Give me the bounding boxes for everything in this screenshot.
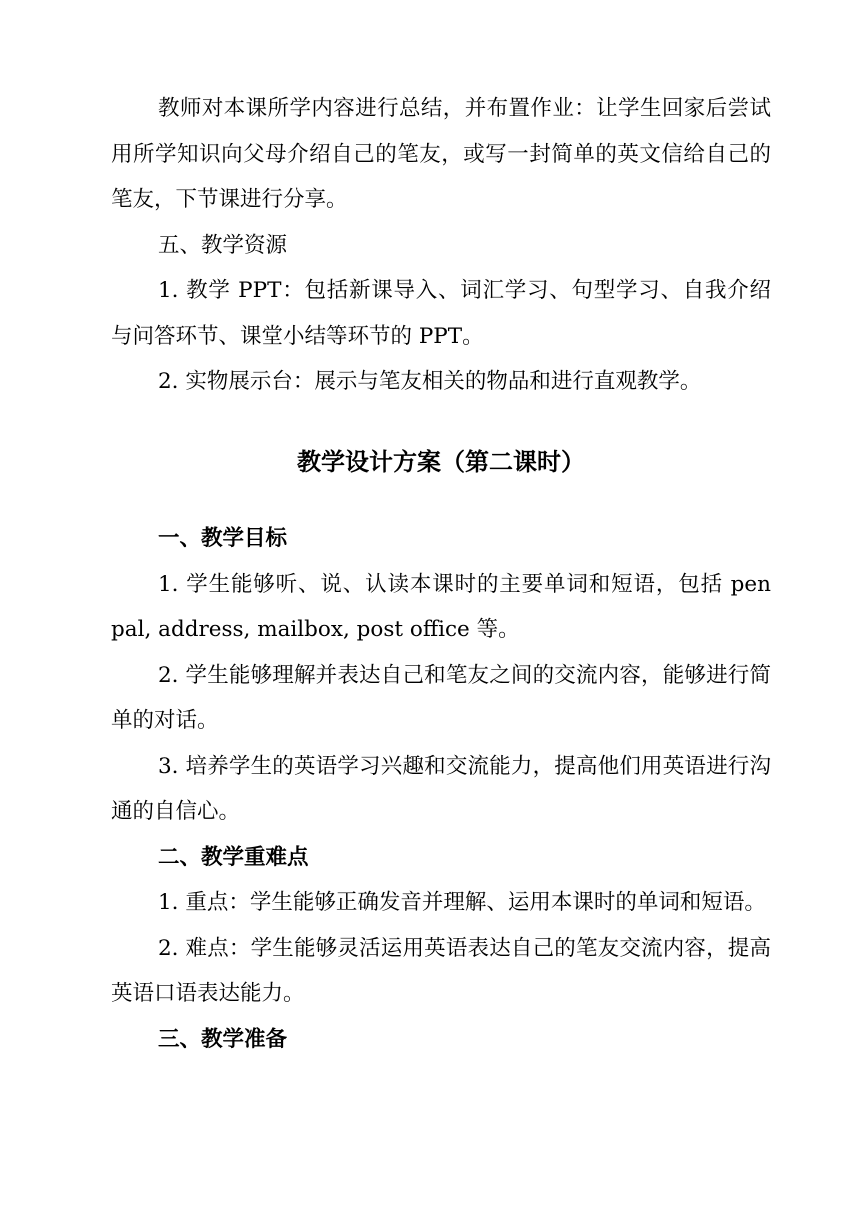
resource-item-ppt: 1. 教学 PPT：包括新课导入、词汇学习、句型学习、自我介绍与问答环节、课堂小结等环节的 PPT。 bbox=[111, 278, 771, 349]
goal-item-3: 3. 培养学生的英语学习兴趣和交流能力，提高他们用英语进行沟通的自信心。 bbox=[111, 753, 771, 824]
spacer bbox=[111, 405, 771, 440]
key-point-item-2: 2. 难点：学生能够灵活运用英语表达自己的笔友交流内容，提高英语口语表达能力。 bbox=[111, 935, 771, 1006]
preparation-heading: 三、教学准备 bbox=[158, 1026, 288, 1052]
key-point-item-1: 1. 重点：学生能够正确发音并理解、运用本课时的单词和短语。 bbox=[158, 890, 766, 915]
spacer bbox=[111, 485, 771, 516]
key-points-heading: 二、教学重难点 bbox=[158, 844, 309, 870]
teaching-goals-heading: 一、教学目标 bbox=[158, 526, 288, 551]
goal-item-2: 2. 学生能够理解并表达自己和笔友之间的交流内容，能够进行简单的对话。 bbox=[111, 662, 771, 733]
document-body bbox=[111, 86, 771, 1062]
goal-item-1: 1. 学生能够听、说、认读本课时的主要单词和短语，包括 pen pal, address, mailbox, post office 等。 bbox=[111, 571, 771, 642]
lesson-two-title: 教学设计方案（第二课时） bbox=[297, 447, 585, 476]
lesson-summary-paragraph: 教师对本课所学内容进行总结，并布置作业：让学生回家后尝试用所学知识向父母介绍自己的笔友，或写一封简单的英文信给自己的笔友，下节课进行分享。 bbox=[111, 96, 771, 212]
resource-item-projector: 2. 实物展示台：展示与笔友相关的物品和进行直观教学。 bbox=[158, 369, 702, 394]
resources-heading: 五、教学资源 bbox=[158, 232, 288, 258]
